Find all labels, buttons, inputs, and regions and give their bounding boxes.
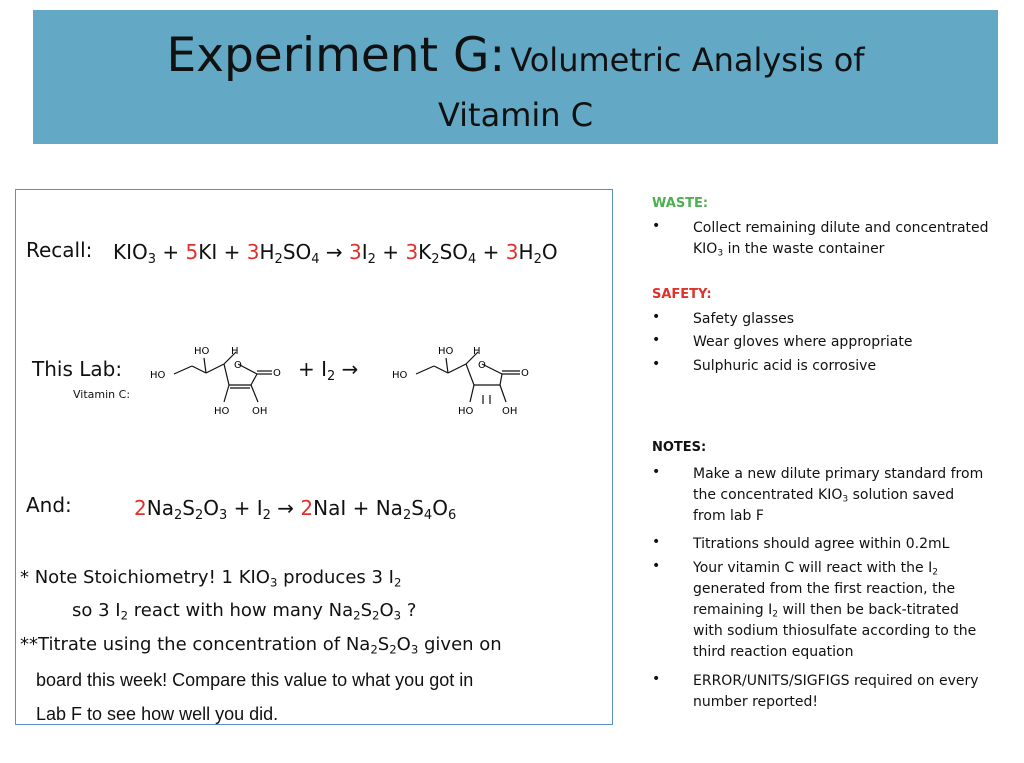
mol-ho-top: HO	[194, 346, 210, 357]
notes-item-1: Make a new dilute primary standard from the concentrated $KIO_3$ solution saved from lab F	[693, 466, 984, 524]
title-banner	[33, 10, 998, 144]
safety-bullet-3: •	[652, 356, 661, 372]
notes-item-3: Your vitamin C will react with the $I_2$ generated from the first reaction, the remaining $I_2$ will then be back-titrated with sodium thiosulfate according to the third reaction equation	[693, 560, 977, 660]
safety-heading: SAFETY:	[652, 287, 712, 302]
title-experiment: Experiment G:	[166, 28, 506, 83]
notes-bullet-1: •	[652, 464, 661, 480]
mol2-ring-o: O	[478, 360, 486, 371]
mol2-carbonyl-o: O	[521, 368, 529, 379]
vitamin-c-label: Vitamin C:	[73, 388, 131, 401]
safety-item-2: Wear gloves where appropriate	[693, 334, 913, 350]
recall-label: Recall:	[26, 238, 93, 262]
mol2-oh-bottom: OH	[502, 406, 518, 417]
equation-1: $KIO_3 + 5KI + 3H_2SO_4 \to 3I_2 + 3K_2SO_4 + 3H_2O$	[113, 240, 558, 267]
notes-item-2: Titrations should agree within 0.2mL	[693, 536, 950, 552]
safety-bullet-1: •	[652, 309, 661, 325]
mol-oh-bottom: OH	[252, 406, 268, 417]
content-box	[15, 189, 613, 725]
mol-carbonyl-o: O	[273, 368, 281, 379]
equation-2: $2Na_2S_2O_3 + I_2 \to 2NaI + Na_2S_4O_6$	[134, 496, 457, 523]
mol2-ho-left: HO	[392, 370, 408, 381]
waste-item: Collect remaining dilute and concentrated $KIO_3$ in the waste container	[693, 220, 989, 259]
this-lab-label: This Lab:	[32, 357, 123, 381]
safety-item-1: Safety glasses	[693, 311, 795, 327]
waste-heading: WASTE:	[652, 196, 709, 211]
title-line-1	[33, 28, 998, 83]
safety-item-3: Sulphuric acid is corrosive	[693, 358, 877, 374]
plus-i2: + $I_2$ →	[298, 357, 359, 384]
title-line-2: Vitamin C	[437, 96, 594, 134]
mol-h: H	[231, 346, 239, 357]
notes-heading: NOTES:	[652, 440, 707, 455]
notes-bullet-2: •	[652, 534, 661, 550]
mol2-h: H	[473, 346, 481, 357]
waste-bullet: •	[652, 218, 661, 234]
note-lab-f: Lab F to see how well you did.	[36, 704, 279, 724]
note-react: so 3 $I_2$ react with how many $Na_2S_2O_3$ ?	[72, 600, 417, 623]
notes-item-4: ERROR/UNITS/SIGFIGS required on every number reported!	[693, 673, 979, 710]
vitamin-c-structure	[144, 340, 294, 424]
notes-bullet-3: •	[652, 558, 661, 574]
and-label: And:	[26, 493, 72, 517]
mol-ring-o: O	[234, 360, 242, 371]
dehydroascorbic-structure	[386, 340, 546, 424]
note-titrate: **Titrate using the concentration of $Na_2S_2O_3$ given on	[20, 634, 502, 657]
title-subtitle: Volumetric Analysis of	[510, 41, 865, 79]
mol2-ho-bottom: HO	[458, 406, 474, 417]
note-stoichiometry: * Note Stoichiometry! 1 $KIO_3$ produces 3 $I_2$	[20, 567, 402, 590]
safety-bullet-2: •	[652, 332, 661, 348]
mol-ho-bottom: HO	[214, 406, 230, 417]
notes-bullet-4: •	[652, 671, 661, 687]
note-board: board this week! Compare this value to what you got in	[36, 670, 474, 690]
mol-ho-left: HO	[150, 370, 166, 381]
mol2-ho-top: HO	[438, 346, 454, 357]
